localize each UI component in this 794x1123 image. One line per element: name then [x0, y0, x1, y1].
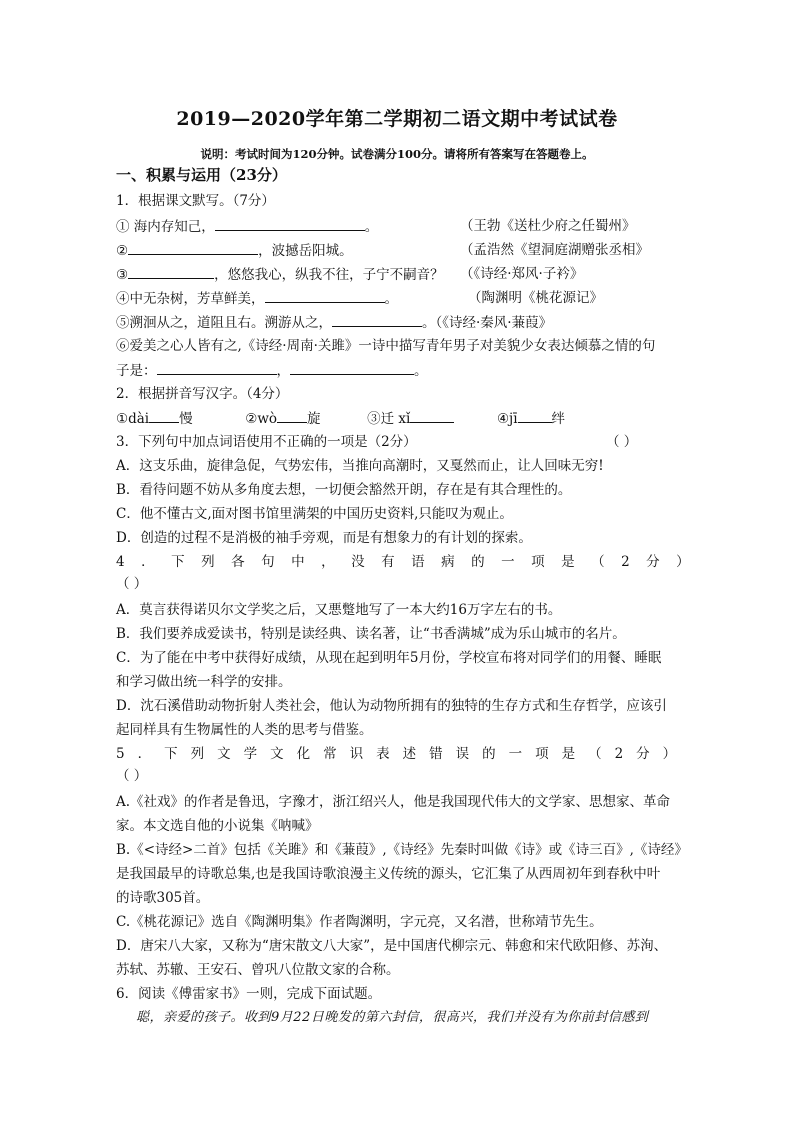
answer-blank[interactable]: [215, 217, 365, 231]
q1-stem: 1．根据课文默写。（7分）: [116, 193, 275, 209]
q4-option-d: D．沈石溪借助动物折射人类社会，他认为动物所拥有的独特的生存方式和生存哲学，应该引: [116, 698, 667, 714]
q5-option-a-cont: 家。本文选自他的小说集《呐喊》: [116, 818, 319, 834]
q4-option-d-cont: 起同样具有生物属性的人类的思考与借鉴。: [116, 722, 373, 738]
q3-stem: 3．下列句中加点词语使用不正确的一项是（2分）: [116, 434, 417, 450]
q2-item-a: ①dài 慢: [116, 411, 193, 427]
answer-blank[interactable]: [128, 241, 258, 255]
q4-option-c: C．为了能在中考中获得好成绩，从现在起到明年5月份，学校宣布将对同学们的用餐、睡眠: [116, 650, 662, 666]
q4-option-c-cont: 和学习做出统一科学的安排。: [116, 674, 292, 690]
q5-option-b-cont1: 是我国最早的诗歌总集,也是我国诗歌浪漫主义传统的源头，它汇集了从西周初年到春秋中叶: [116, 866, 661, 882]
q4-option-a: A．莫言获得诺贝尔文学奖之后，又悪蹩地写了一本大约16万字左右的书。: [116, 602, 562, 618]
q5-option-a: A.《社戏》的作者是鲁迅，字豫才，浙江绍兴人，他是我国现代伟大的文学家、思想家、革命: [116, 794, 671, 810]
q3-option-b: B．看待问题不妨从多角度去想，一切便会豁然开朗，存在是有其合理性的。: [116, 482, 572, 498]
q5-option-d-cont: 苏轼、苏辙、王安石、曾巩八位散文家的合称。: [116, 962, 400, 978]
q1-line1-source: （王勃《送杜少府之任蜀州》: [460, 218, 636, 234]
q4-option-b: B．我们要养成爱读书，特别是读经典、读名著，让“书香满城”成为乐山城市的名片。: [116, 626, 626, 642]
q1-line4: ④中无杂树，芳草鲜美， 。: [116, 291, 398, 307]
q2-item-c: ③迁 xǐ: [367, 411, 454, 427]
answer-blank[interactable]: [290, 361, 414, 375]
answer-blank[interactable]: [332, 313, 422, 327]
q3-option-c: C．他不懂古文,面对图书馆里满架的中国历史资料,只能叹为观止。: [116, 506, 513, 522]
answer-blank[interactable]: [277, 409, 307, 423]
q3-option-a: A．这支乐曲，旋律急促，气势宏伟，当推向高潮时，又戛然而止，让人回味无穷!: [116, 458, 604, 474]
answer-blank[interactable]: [518, 409, 552, 423]
q1-line3-source: （《诗经·郑风·子衿》: [460, 266, 584, 282]
q5-option-b: B.《<诗经>二首》包括《关雎》和《蒹葭》,《诗经》先秦时叫做《诗》或《诗三百》,《诗经》: [116, 842, 688, 858]
q4-answer-paren[interactable]: （ ）: [116, 576, 148, 592]
answer-blank[interactable]: [157, 361, 277, 375]
q6-letter-text: 聪，亲爱的孩子。收到9月22日晚发的第六封信，很高兴，我们并没有为你前封信感到: [136, 1010, 649, 1025]
exam-title: 2019—2020学年第二学期初二语文期中考试试卷: [176, 108, 618, 130]
q2-items: [116, 409, 616, 428]
q5-answer-paren[interactable]: （ ）: [116, 768, 148, 784]
q1-line2-source: （孟浩然《望洞庭湖赠张丞相》: [460, 242, 649, 258]
q1-line4-source: （陶渊明《桃花源记》: [468, 290, 603, 306]
q1-line6: ⑥爱美之心人皆有之,《诗经·周南·关雎》一诗中描写青年男子对美貌少女表达倾慕之情的句: [116, 338, 656, 354]
q1-line6-continued: 子是： ， 。: [116, 363, 428, 379]
q5-stem: 5．下列文学文化常识表述错误的一项是（2分）: [116, 746, 690, 762]
q5-option-d: D．唐宋八大家，又称为“唐宋散文八大家”，是中国唐代柳宗元、韩愈和宋代欧阳修、苏洵、: [116, 938, 668, 954]
q5-option-b-cont2: 的诗歌305首。: [116, 890, 210, 906]
answer-blank[interactable]: [128, 265, 214, 279]
q2-item-d: ④jī 绊: [496, 411, 566, 427]
q5-option-c: C.《桃花源记》选自《陶渊明集》作者陶渊明，字元亮，又名潜，世称靖节先生。: [116, 914, 603, 930]
exam-instructions: 说明：考试时间为120分钟。试卷满分100分。请将所有答案写在答题卷上。: [200, 147, 594, 161]
q3-answer-paren[interactable]: （ ）: [606, 434, 638, 450]
answer-blank[interactable]: [265, 289, 385, 303]
q3-option-d: D．创造的过程不是消极的袖手旁观，而是有想象力的有计划的探索。: [116, 530, 532, 546]
q1-line5: ⑤溯洄从之，道阻且右。溯游从之， 。（《诗经·秦风·蒹葭》: [116, 315, 553, 331]
q2-item-b: ②wò 旋: [245, 411, 321, 427]
q1-line3: ③ ，悠悠我心，纵我不往，子宁不嗣音？: [116, 267, 444, 283]
q2-stem: 2．根据拼音写汉字。（4分）: [116, 386, 289, 402]
q1-line2: ② ，波撼岳阳城。: [116, 243, 353, 259]
answer-blank[interactable]: [410, 409, 454, 423]
section-heading: 一、积累与运用（23分）: [116, 166, 287, 184]
q4-stem: 4．下列各句中，没有语病的一项是（2分）: [116, 554, 707, 570]
q1-line1: ① 海内存知己， 。: [116, 219, 379, 235]
q6-stem: 6．阅读《傅雷家书》一则，完成下面试题。: [116, 986, 382, 1002]
answer-blank[interactable]: [149, 409, 179, 423]
